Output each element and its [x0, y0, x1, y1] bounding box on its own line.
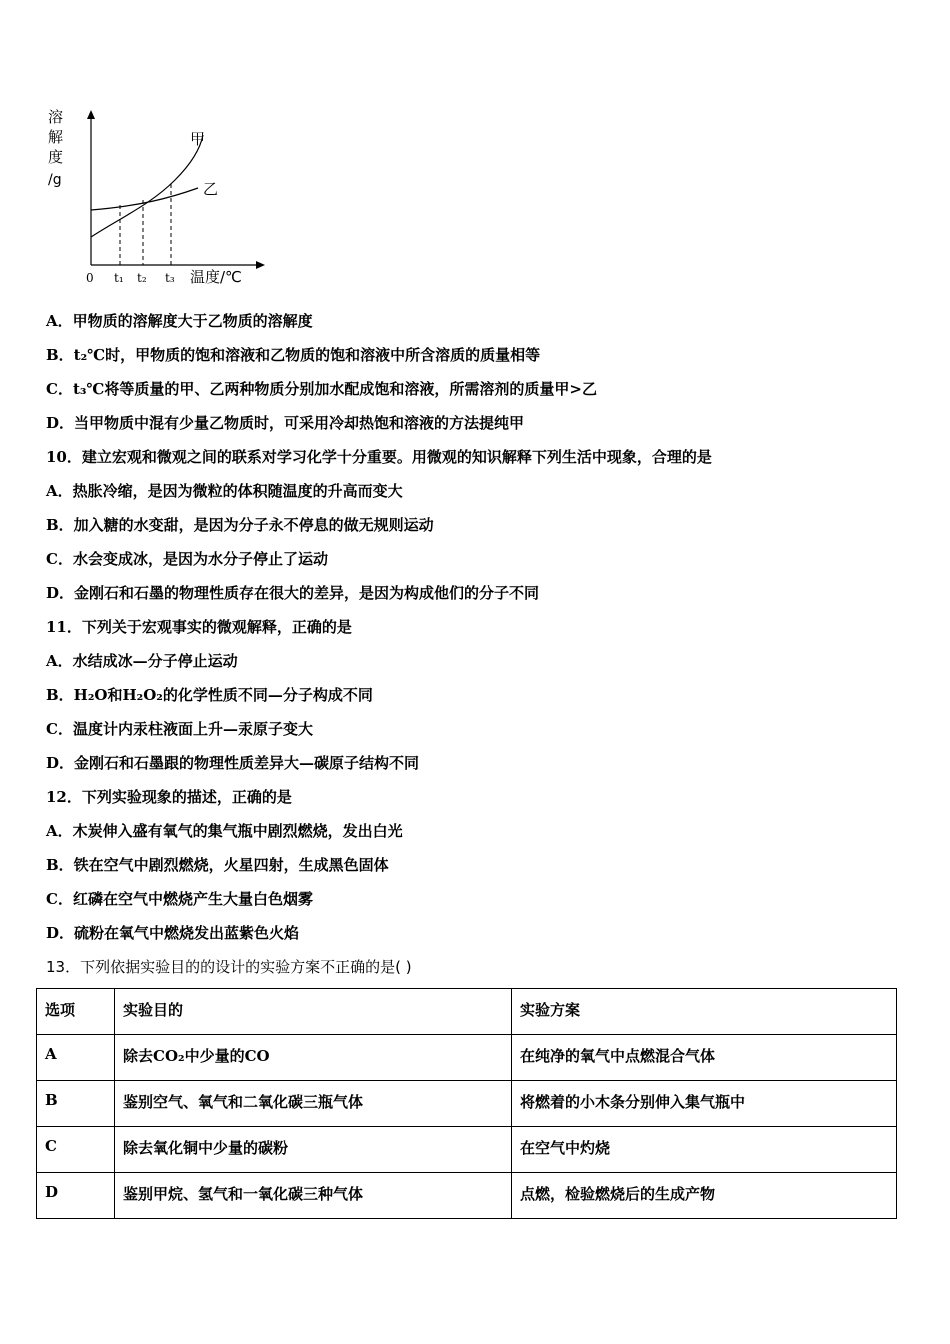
y-label-4: /g [48, 172, 62, 188]
y-axis-arrow [87, 110, 95, 119]
q11-option-d: D．金刚石和石墨跟的物理性质差异大—碳原子结构不同 [46, 754, 420, 772]
q10-option-b: B．加入糖的水变甜，是因为分子永不停息的做无规则运动 [46, 516, 434, 534]
row-label: C [37, 1127, 115, 1173]
solubility-graph [40, 100, 280, 290]
table-row [37, 1081, 897, 1127]
header-option: 选项 [37, 989, 115, 1035]
q12-stem: 12．下列实验现象的描述，正确的是 [46, 788, 292, 806]
tick-t3: t₃ [165, 271, 175, 285]
q9-option-a: A．甲物质的溶解度大于乙物质的溶解度 [46, 312, 313, 330]
q12-option-b: B．铁在空气中剧烈燃烧，火星四射，生成黑色固体 [46, 856, 389, 874]
tick-t2: t₂ [137, 271, 147, 285]
q11-option-a: A．水结成冰—分子停止运动 [46, 652, 238, 670]
q13-table [36, 988, 897, 1219]
table-header-row [37, 989, 897, 1035]
q10-option-d: D．金刚石和石墨的物理性质存在很大的差异，是因为构成他们的分子不同 [46, 584, 540, 602]
row-plan: 在空气中灼烧 [512, 1127, 897, 1173]
q10-stem: 10．建立宏观和微观之间的联系对学习化学十分重要。用微观的知识解释下列生活中现象，合理的是 [46, 448, 712, 466]
curve-yi [91, 188, 198, 210]
q9-option-b: B．t₂℃时，甲物质的饱和溶液和乙物质的饱和溶液中所含溶质的质量相等 [46, 346, 541, 364]
table-row [37, 1035, 897, 1081]
row-label: B [37, 1081, 115, 1127]
row-purpose: 除去CO₂中少量的CO [115, 1035, 512, 1081]
curve-jia-label: 甲 [190, 130, 206, 148]
row-purpose: 鉴别空气、氧气和二氧化碳三瓶气体 [115, 1081, 512, 1127]
y-label-3: 度 [48, 148, 64, 166]
x-axis-arrow [256, 261, 265, 269]
y-label-1: 溶 [48, 108, 64, 126]
row-label: A [37, 1035, 115, 1081]
row-label: D [37, 1173, 115, 1219]
y-label-2: 解 [48, 128, 64, 146]
q10-option-c: C．水会变成冰，是因为水分子停止了运动 [46, 550, 328, 568]
q12-option-d: D．硫粉在氧气中燃烧发出蓝紫色火焰 [46, 924, 300, 942]
row-purpose: 鉴别甲烷、氢气和一氧化碳三种气体 [115, 1173, 512, 1219]
q10-option-a: A．热胀冷缩，是因为微粒的体积随温度的升高而变大 [46, 482, 403, 500]
q11-option-b: B．H₂O和H₂O₂的化学性质不同—分子构成不同 [46, 686, 373, 704]
q13-stem: 13．下列依据实验目的的设计的实验方案不正确的是( ) [46, 958, 412, 976]
q11-stem: 11．下列关于宏观事实的微观解释，正确的是 [46, 618, 352, 636]
q12-option-a: A．木炭伸入盛有氧气的集气瓶中剧烈燃烧，发出白光 [46, 822, 403, 840]
row-plan: 点燃，检验燃烧后的生成产物 [512, 1173, 897, 1219]
x-axis-label: 温度/℃ [190, 268, 242, 286]
curve-jia [91, 135, 203, 237]
row-plan: 将燃着的小木条分别伸入集气瓶中 [512, 1081, 897, 1127]
table-row [37, 1127, 897, 1173]
tick-t1: t₁ [114, 271, 124, 285]
origin-label: 0 [86, 271, 94, 285]
q12-option-c: C．红磷在空气中燃烧产生大量白色烟雾 [46, 890, 313, 908]
row-purpose: 除去氧化铜中少量的碳粉 [115, 1127, 512, 1173]
q9-option-c: C．t₃℃将等质量的甲、乙两种物质分别加水配成饱和溶液，所需溶剂的质量甲>乙 [46, 380, 597, 398]
header-purpose: 实验目的 [115, 989, 512, 1035]
row-plan: 在纯净的氧气中点燃混合气体 [512, 1035, 897, 1081]
curve-yi-label: 乙 [203, 180, 219, 198]
table-row [37, 1173, 897, 1219]
q11-option-c: C．温度计内汞柱液面上升—汞原子变大 [46, 720, 313, 738]
q9-option-d: D．当甲物质中混有少量乙物质时，可采用冷却热饱和溶液的方法提纯甲 [46, 414, 525, 432]
header-plan: 实验方案 [512, 989, 897, 1035]
